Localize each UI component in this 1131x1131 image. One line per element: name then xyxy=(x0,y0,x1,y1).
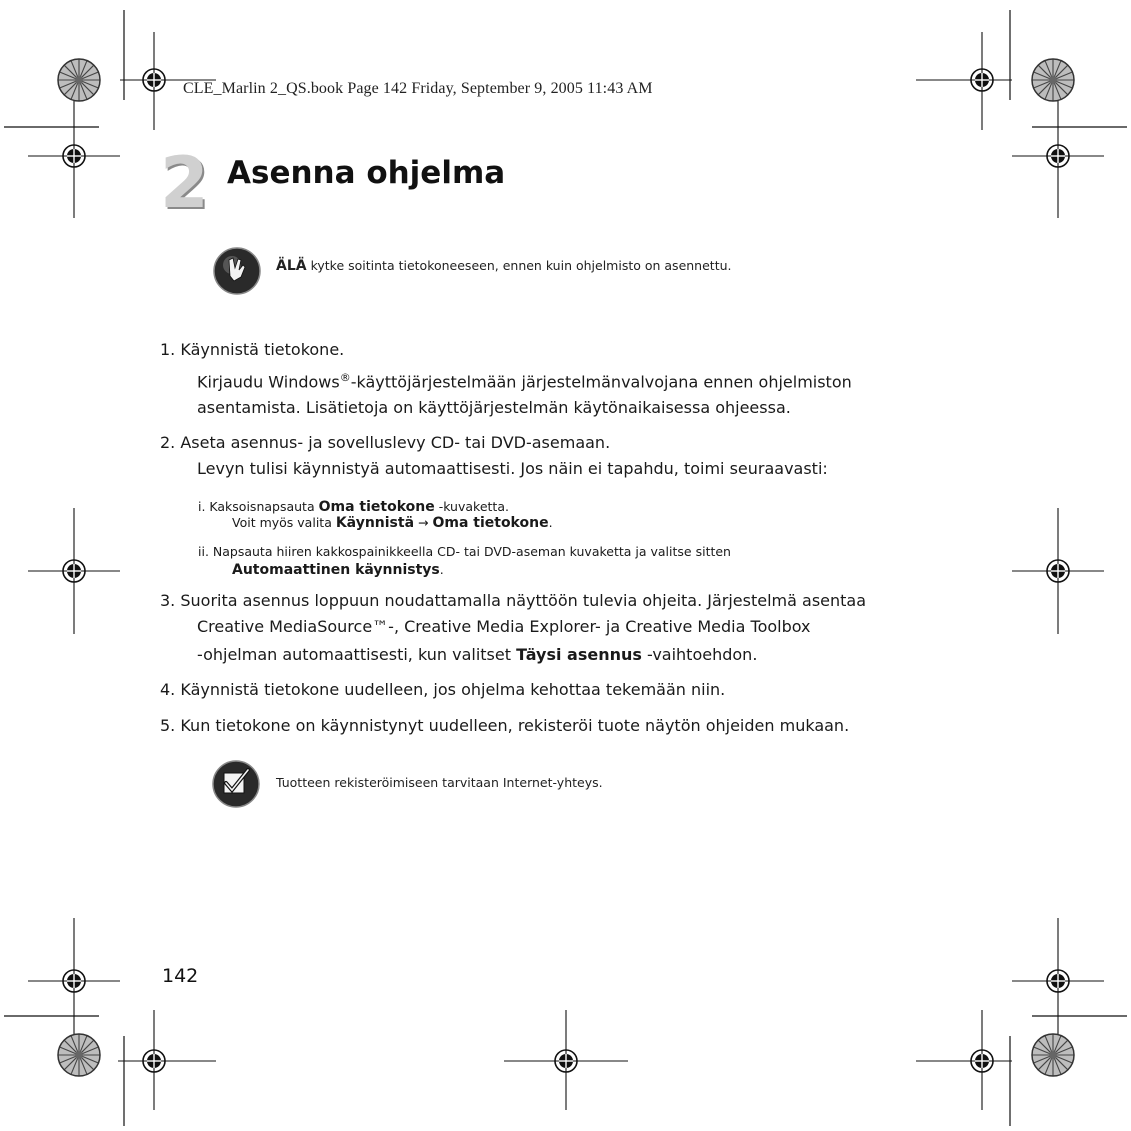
warning-bold: ÄLÄ xyxy=(276,258,307,274)
substep-i-alt xyxy=(232,515,553,531)
warning-text: kytke soitinta tietokoneeseen, ennen kuin ohjelmisto on asennettu. xyxy=(306,258,732,273)
substep-i-prefix: i. Kaksoisnapsauta xyxy=(198,499,319,514)
substep-i-alt-bold2: Oma tietokone xyxy=(432,515,549,531)
step-1 xyxy=(160,340,344,359)
step-3-bold: Täysi asennus xyxy=(516,645,642,664)
checkmark-note-icon xyxy=(211,759,261,809)
warning-note-text xyxy=(276,258,732,274)
substep-i-suffix: -kuvaketta. xyxy=(434,499,509,514)
step-2-detail: Levyn tulisi käynnistyä automaattisesti. Jos näin ei tapahdu, toimi seuraavasti: xyxy=(197,459,828,478)
step-4-text: Käynnistä tietokone uudelleen, jos ohjelma kehottaa tekemään niin. xyxy=(180,680,726,699)
step-2-text: Aseta asennus- ja sovelluslevy CD- tai DVD-asemaan. xyxy=(180,433,611,452)
warning-hand-icon xyxy=(212,246,262,296)
substep-ii-cont xyxy=(232,562,444,578)
step-3-line3 xyxy=(197,645,757,664)
step-4-num: 4. xyxy=(160,680,176,699)
page-title: Asenna ohjelma xyxy=(227,155,506,191)
step-3-text: Suorita asennus loppuun noudattamalla näyttöön tulevia ohjeita. Järjestelmä asentaa xyxy=(180,591,867,610)
substep-ii-suffix: . xyxy=(439,562,444,577)
chapter-number: 2 xyxy=(160,142,209,224)
substep-i-bold: Oma tietokone xyxy=(318,499,435,515)
registration-mark-icon: ® xyxy=(339,371,351,384)
print-slug: CLE_Marlin 2_QS.book Page 142 Friday, September 9, 2005 11:43 AM xyxy=(183,80,653,97)
step-3-line1 xyxy=(160,591,866,610)
step-1-text: Käynnistä tietokone. xyxy=(180,340,345,359)
step-3-line3-b: -vaihtoehdon. xyxy=(641,645,758,664)
step-1-detail-b: -käyttöjärjestelmään järjestelmänvalvojana ennen ohjelmiston xyxy=(350,372,852,392)
step-3-line2: Creative MediaSource™-, Creative Media Explorer- ja Creative Media Toolbox xyxy=(197,617,811,636)
info-note-text: Tuotteen rekisteröimiseen tarvitaan Internet-yhteys. xyxy=(276,775,603,790)
step-4 xyxy=(160,680,725,699)
step-3-line3-a: -ohjelman automaattisesti, kun valitset xyxy=(197,645,517,664)
step-1-detail-line1 xyxy=(197,371,852,391)
substep-ii: ii. Napsauta hiiren kakkospainikkeella CD- tai DVD-aseman kuvaketta ja valitse sitten xyxy=(198,544,731,559)
substep-i-alt-suffix: . xyxy=(548,515,553,530)
substep-i xyxy=(198,499,509,515)
substep-ii-bold: Automaattinen käynnistys xyxy=(232,562,440,578)
step-1-detail-line2: asentamista. Lisätietoja on käyttöjärjestelmän käytönaikaisessa ohjeessa. xyxy=(197,398,791,417)
step-5 xyxy=(160,716,849,735)
step-1-num: 1. xyxy=(160,340,176,359)
step-3-num: 3. xyxy=(160,591,176,610)
page-number: 142 xyxy=(162,965,199,987)
step-2 xyxy=(160,433,610,452)
substep-i-alt-bold1: Käynnistä xyxy=(335,515,415,531)
step-5-num: 5. xyxy=(160,716,176,735)
step-2-num: 2. xyxy=(160,433,176,452)
arrow-icon: → xyxy=(414,515,433,530)
step-5-text: Kun tietokone on käynnistynyt uudelleen, rekisteröi tuote näytön ohjeiden mukaan. xyxy=(180,716,850,735)
step-1-detail-a: Kirjaudu Windows xyxy=(197,372,340,392)
substep-i-alt-prefix: Voit myös valita xyxy=(232,515,336,530)
